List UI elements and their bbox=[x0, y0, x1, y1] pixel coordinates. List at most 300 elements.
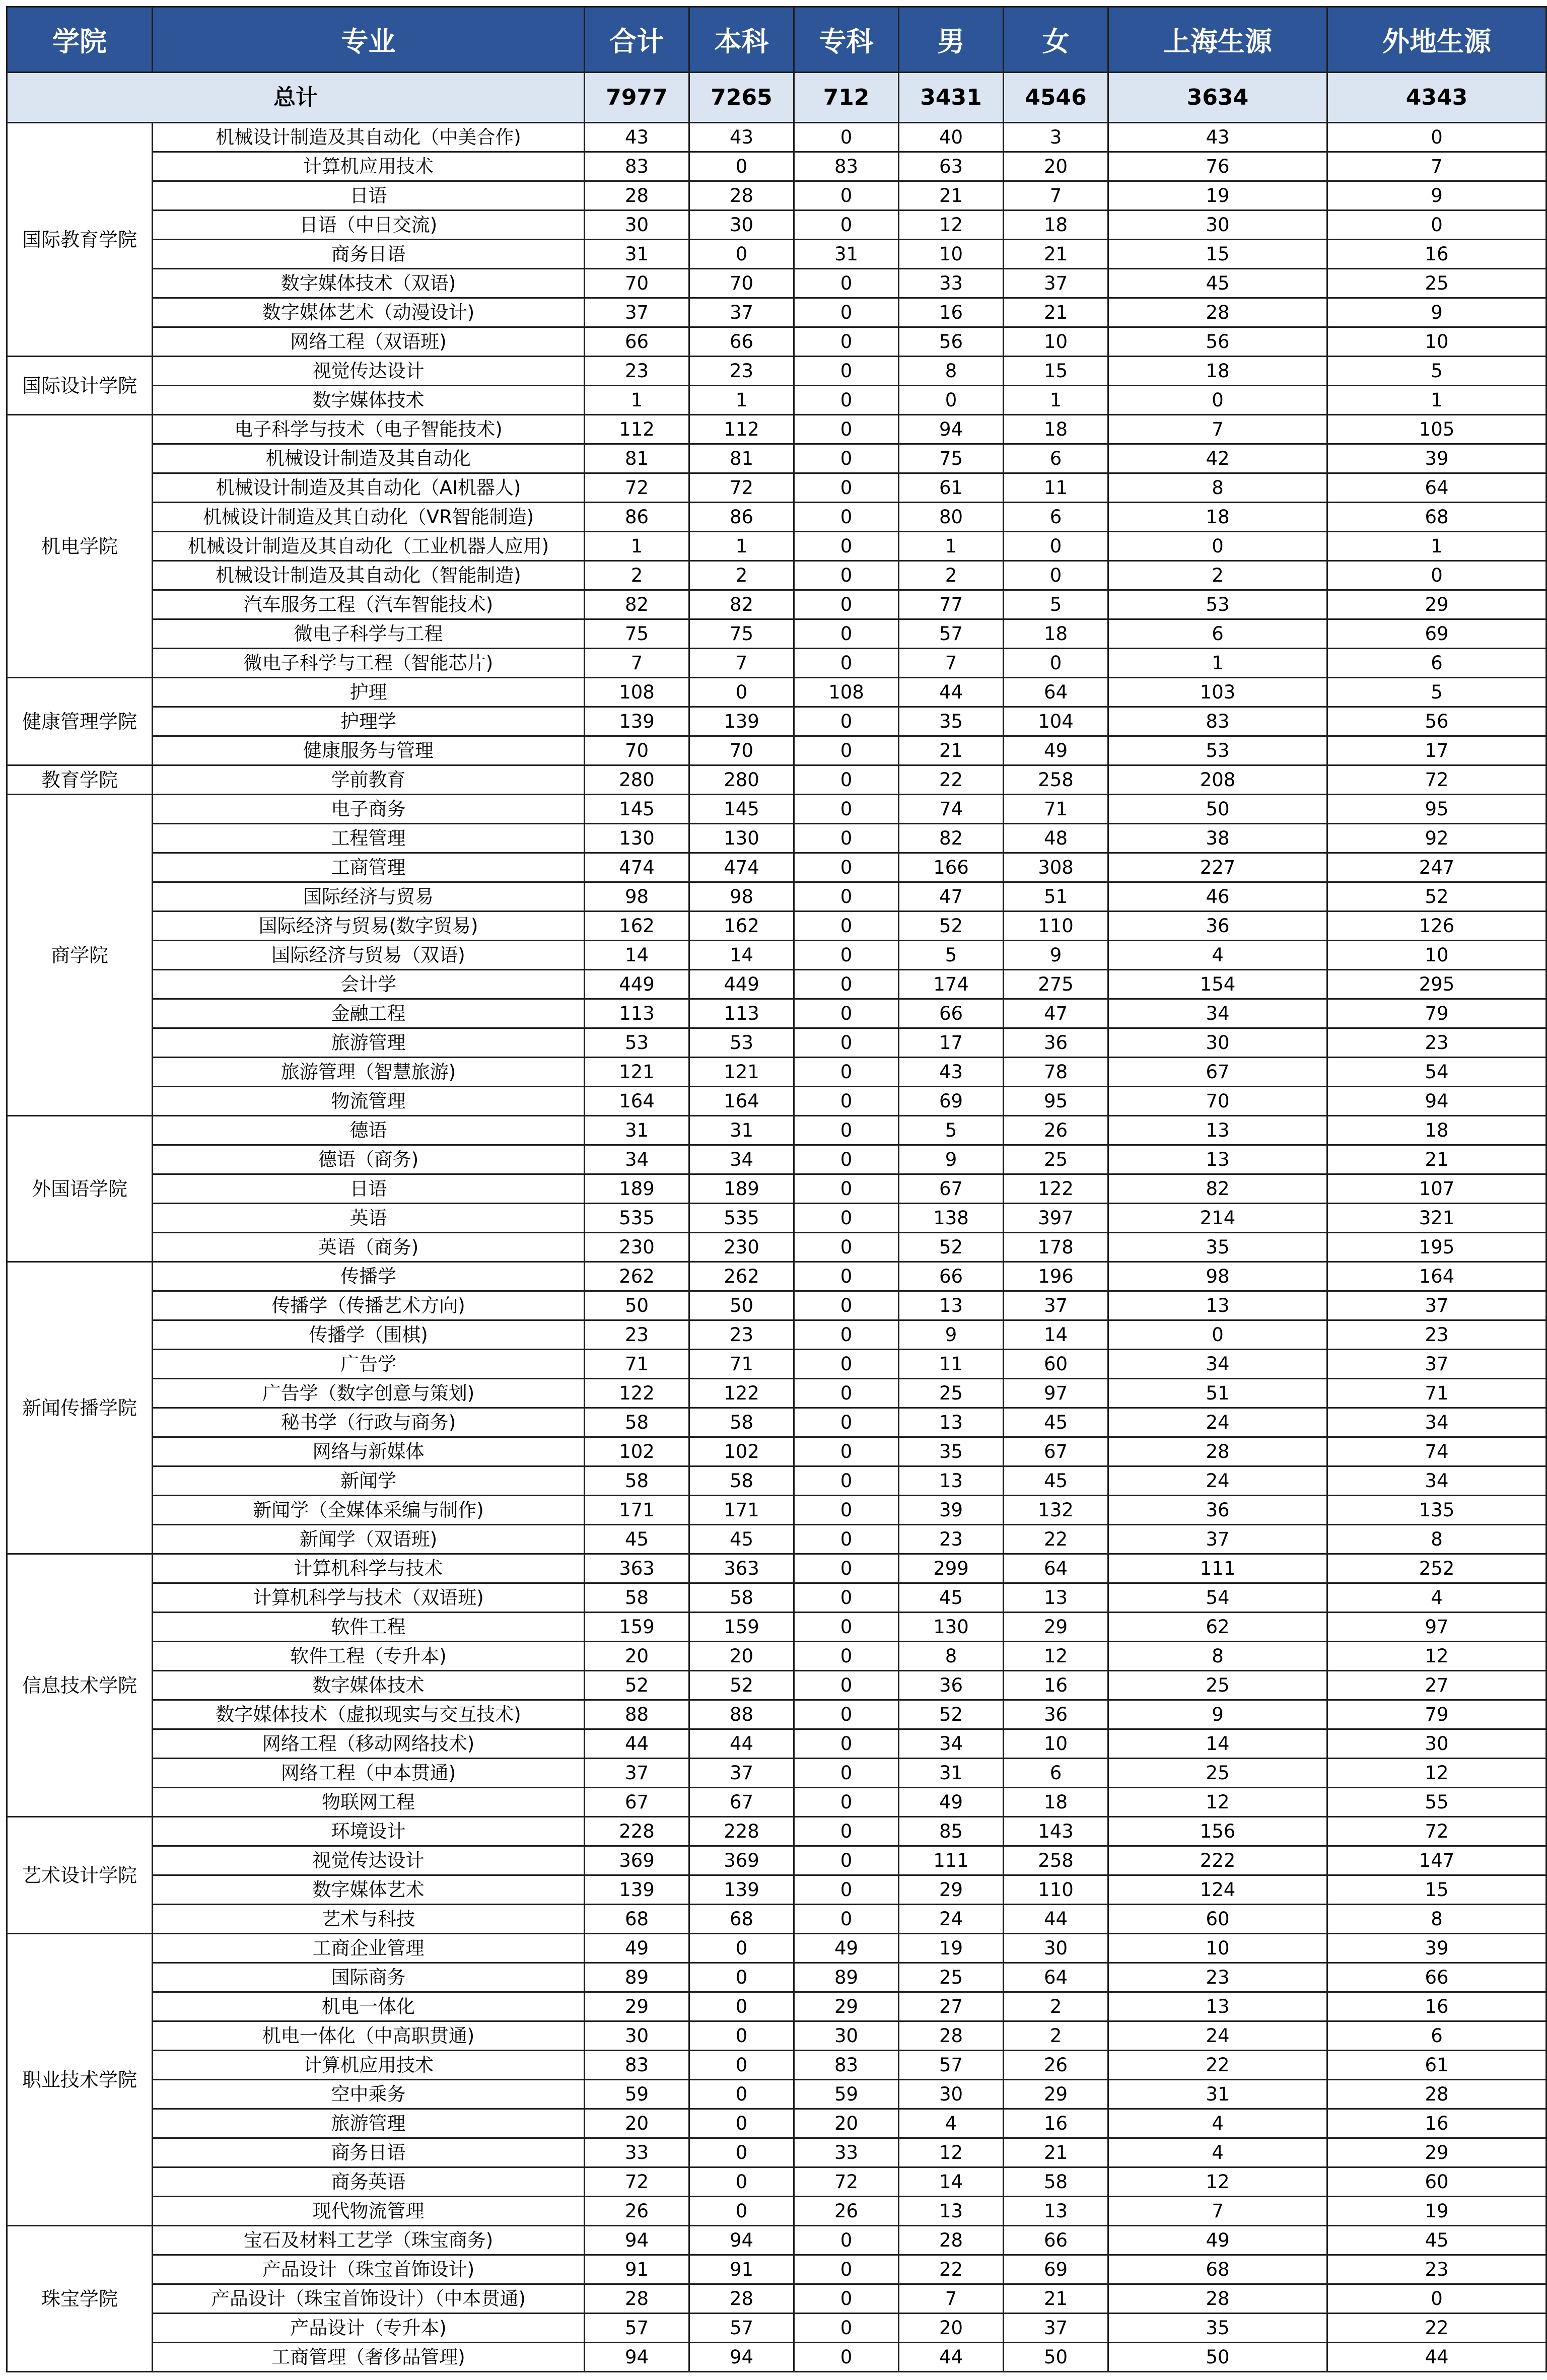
cell-female: 6 bbox=[1004, 503, 1108, 532]
cell-undergraduate: 57 bbox=[689, 2314, 794, 2343]
cell-total: 189 bbox=[585, 1174, 689, 1204]
cell-other-origin: 10 bbox=[1327, 327, 1546, 357]
college-name: 艺术设计学院 bbox=[7, 1817, 153, 1934]
cell-male: 57 bbox=[899, 619, 1004, 649]
table-row bbox=[7, 2051, 1546, 2080]
cell-shanghai-origin: 53 bbox=[1108, 736, 1327, 765]
cell-other-origin: 9 bbox=[1327, 181, 1546, 211]
cell-major: 汽车服务工程（汽车智能技术) bbox=[153, 590, 585, 619]
cell-other-origin: 23 bbox=[1327, 1028, 1546, 1058]
cell-junior-college: 0 bbox=[794, 765, 899, 795]
cell-junior-college: 0 bbox=[794, 1875, 899, 1905]
cell-male: 138 bbox=[899, 1204, 1004, 1233]
cell-other-origin: 8 bbox=[1327, 1905, 1546, 1934]
cell-female: 9 bbox=[1004, 941, 1108, 970]
table-row bbox=[7, 473, 1546, 503]
cell-junior-college: 0 bbox=[794, 1233, 899, 1262]
cell-total: 121 bbox=[585, 1058, 689, 1087]
cell-other-origin: 10 bbox=[1327, 941, 1546, 970]
cell-major: 日语 bbox=[153, 1174, 585, 1204]
cell-shanghai-origin: 31 bbox=[1108, 2080, 1327, 2109]
cell-other-origin: 135 bbox=[1327, 1496, 1546, 1525]
table-row bbox=[7, 2314, 1546, 2343]
table-row bbox=[7, 1379, 1546, 1408]
table-row bbox=[7, 532, 1546, 561]
cell-undergraduate: 37 bbox=[689, 298, 794, 327]
cell-male: 1 bbox=[899, 532, 1004, 561]
cell-total: 280 bbox=[585, 765, 689, 795]
cell-male: 82 bbox=[899, 824, 1004, 853]
cell-female: 18 bbox=[1004, 619, 1108, 649]
cell-major: 视觉传达设计 bbox=[153, 1846, 585, 1875]
cell-junior-college: 0 bbox=[794, 1379, 899, 1408]
cell-male: 25 bbox=[899, 1963, 1004, 1992]
cell-shanghai-origin: 60 bbox=[1108, 1905, 1327, 1934]
cell-shanghai-origin: 98 bbox=[1108, 1262, 1327, 1291]
table-row bbox=[7, 999, 1546, 1028]
header-other-origin: 外地生源 bbox=[1327, 7, 1546, 73]
table-row bbox=[7, 824, 1546, 853]
cell-junior-college: 0 bbox=[794, 503, 899, 532]
cell-male: 2 bbox=[899, 561, 1004, 590]
cell-other-origin: 55 bbox=[1327, 1788, 1546, 1817]
cell-undergraduate: 45 bbox=[689, 1525, 794, 1554]
cell-other-origin: 5 bbox=[1327, 678, 1546, 707]
cell-other-origin: 37 bbox=[1327, 1350, 1546, 1379]
cell-other-origin: 252 bbox=[1327, 1554, 1546, 1583]
table-row bbox=[7, 1759, 1546, 1788]
cell-male: 61 bbox=[899, 473, 1004, 503]
cell-male: 34 bbox=[899, 1729, 1004, 1759]
cell-major: 广告学 bbox=[153, 1350, 585, 1379]
cell-shanghai-origin: 76 bbox=[1108, 152, 1327, 181]
college-name: 珠宝学院 bbox=[7, 2226, 153, 2372]
cell-undergraduate: 86 bbox=[689, 503, 794, 532]
cell-total: 83 bbox=[585, 2051, 689, 2080]
cell-shanghai-origin: 24 bbox=[1108, 1408, 1327, 1437]
cell-other-origin: 9 bbox=[1327, 298, 1546, 327]
table-row bbox=[7, 1145, 1546, 1174]
table-row bbox=[7, 2167, 1546, 2197]
cell-other-origin: 69 bbox=[1327, 619, 1546, 649]
cell-junior-college: 0 bbox=[794, 1204, 899, 1233]
cell-female: 26 bbox=[1004, 2051, 1108, 2080]
cell-male: 4 bbox=[899, 2109, 1004, 2138]
table-row bbox=[7, 1291, 1546, 1320]
cell-shanghai-origin: 12 bbox=[1108, 2167, 1327, 2197]
cell-major: 环境设计 bbox=[153, 1817, 585, 1846]
table-row bbox=[7, 2109, 1546, 2138]
cell-undergraduate: 122 bbox=[689, 1379, 794, 1408]
cell-junior-college: 0 bbox=[794, 1817, 899, 1846]
cell-total: 26 bbox=[585, 2197, 689, 2226]
cell-male: 47 bbox=[899, 882, 1004, 912]
cell-male: 44 bbox=[899, 678, 1004, 707]
cell-other-origin: 72 bbox=[1327, 1817, 1546, 1846]
cell-shanghai-origin: 83 bbox=[1108, 707, 1327, 736]
cell-junior-college: 0 bbox=[794, 1613, 899, 1642]
enrollment-table-container bbox=[6, 6, 1547, 2372]
header-row bbox=[7, 7, 1546, 73]
cell-shanghai-origin: 19 bbox=[1108, 181, 1327, 211]
cell-female: 37 bbox=[1004, 2314, 1108, 2343]
cell-male: 13 bbox=[899, 1408, 1004, 1437]
total-label: 总计 bbox=[7, 73, 585, 123]
cell-shanghai-origin: 49 bbox=[1108, 2226, 1327, 2255]
table-row bbox=[7, 1613, 1546, 1642]
cell-shanghai-origin: 51 bbox=[1108, 1379, 1327, 1408]
cell-male: 35 bbox=[899, 707, 1004, 736]
cell-female: 258 bbox=[1004, 1846, 1108, 1875]
cell-major: 数字媒体技术 bbox=[153, 386, 585, 415]
table-row bbox=[7, 707, 1546, 736]
table-row bbox=[7, 1058, 1546, 1087]
cell-shanghai-origin: 14 bbox=[1108, 1729, 1327, 1759]
cell-junior-college: 0 bbox=[794, 1087, 899, 1116]
cell-other-origin: 34 bbox=[1327, 1466, 1546, 1496]
table-row bbox=[7, 2255, 1546, 2284]
cell-male: 14 bbox=[899, 2167, 1004, 2197]
table-row bbox=[7, 1174, 1546, 1204]
cell-male: 85 bbox=[899, 1817, 1004, 1846]
cell-total: 57 bbox=[585, 2314, 689, 2343]
table-row bbox=[7, 2284, 1546, 2314]
cell-major: 会计学 bbox=[153, 970, 585, 999]
table-row bbox=[7, 503, 1546, 532]
cell-shanghai-origin: 124 bbox=[1108, 1875, 1327, 1905]
cell-junior-college: 0 bbox=[794, 1729, 899, 1759]
cell-undergraduate: 228 bbox=[689, 1817, 794, 1846]
cell-junior-college: 0 bbox=[794, 912, 899, 941]
table-row bbox=[7, 853, 1546, 882]
cell-male: 69 bbox=[899, 1087, 1004, 1116]
cell-total: 58 bbox=[585, 1466, 689, 1496]
cell-female: 29 bbox=[1004, 1613, 1108, 1642]
cell-shanghai-origin: 46 bbox=[1108, 882, 1327, 912]
cell-undergraduate: 0 bbox=[689, 1992, 794, 2021]
table-row bbox=[7, 619, 1546, 649]
cell-total: 33 bbox=[585, 2138, 689, 2167]
cell-male: 31 bbox=[899, 1759, 1004, 1788]
table-row bbox=[7, 1963, 1546, 1992]
header-junior-college: 专科 bbox=[794, 7, 899, 73]
cell-total: 2 bbox=[585, 561, 689, 590]
cell-total: 71 bbox=[585, 1350, 689, 1379]
cell-junior-college: 0 bbox=[794, 2314, 899, 2343]
cell-major: 机械设计制造及其自动化（VR智能制造) bbox=[153, 503, 585, 532]
cell-junior-college: 49 bbox=[794, 1934, 899, 1963]
cell-total: 34 bbox=[585, 1145, 689, 1174]
cell-male: 174 bbox=[899, 970, 1004, 999]
cell-female: 13 bbox=[1004, 1583, 1108, 1613]
cell-female: 30 bbox=[1004, 1934, 1108, 1963]
cell-junior-college: 0 bbox=[794, 415, 899, 444]
cell-junior-college: 0 bbox=[794, 1554, 899, 1583]
cell-junior-college: 20 bbox=[794, 2109, 899, 2138]
cell-female: 97 bbox=[1004, 1379, 1108, 1408]
cell-junior-college: 0 bbox=[794, 882, 899, 912]
cell-undergraduate: 70 bbox=[689, 269, 794, 298]
cell-junior-college: 0 bbox=[794, 386, 899, 415]
cell-junior-college: 0 bbox=[794, 181, 899, 211]
cell-major: 微电子科学与工程 bbox=[153, 619, 585, 649]
cell-male: 56 bbox=[899, 327, 1004, 357]
total-shanghai-origin: 3634 bbox=[1108, 73, 1327, 123]
cell-junior-college: 0 bbox=[794, 1466, 899, 1496]
cell-total: 20 bbox=[585, 2109, 689, 2138]
cell-total: 228 bbox=[585, 1817, 689, 1846]
cell-major: 物流管理 bbox=[153, 1087, 585, 1116]
cell-other-origin: 23 bbox=[1327, 2255, 1546, 2284]
table-row bbox=[7, 912, 1546, 941]
cell-major: 传播学（传播艺术方向) bbox=[153, 1291, 585, 1320]
cell-junior-college: 83 bbox=[794, 2051, 899, 2080]
cell-other-origin: 321 bbox=[1327, 1204, 1546, 1233]
header-undergraduate: 本科 bbox=[689, 7, 794, 73]
cell-male: 35 bbox=[899, 1437, 1004, 1466]
table-row bbox=[7, 327, 1546, 357]
cell-junior-college: 33 bbox=[794, 2138, 899, 2167]
cell-junior-college: 0 bbox=[794, 1116, 899, 1145]
cell-total: 139 bbox=[585, 1875, 689, 1905]
cell-female: 37 bbox=[1004, 1291, 1108, 1320]
table-row bbox=[7, 590, 1546, 619]
cell-female: 67 bbox=[1004, 1437, 1108, 1466]
cell-shanghai-origin: 4 bbox=[1108, 941, 1327, 970]
cell-major: 日语 bbox=[153, 181, 585, 211]
cell-total: 72 bbox=[585, 2167, 689, 2197]
cell-undergraduate: 145 bbox=[689, 795, 794, 824]
table-row bbox=[7, 181, 1546, 211]
cell-total: 23 bbox=[585, 357, 689, 386]
cell-other-origin: 7 bbox=[1327, 152, 1546, 181]
cell-other-origin: 79 bbox=[1327, 999, 1546, 1028]
cell-junior-college: 0 bbox=[794, 1291, 899, 1320]
college-name: 健康管理学院 bbox=[7, 678, 153, 765]
cell-undergraduate: 164 bbox=[689, 1087, 794, 1116]
cell-other-origin: 247 bbox=[1327, 853, 1546, 882]
cell-junior-college: 0 bbox=[794, 211, 899, 240]
cell-undergraduate: 130 bbox=[689, 824, 794, 853]
cell-junior-college: 0 bbox=[794, 941, 899, 970]
table-row bbox=[7, 2080, 1546, 2109]
cell-male: 24 bbox=[899, 1905, 1004, 1934]
cell-major: 日语（中日交流) bbox=[153, 211, 585, 240]
cell-undergraduate: 171 bbox=[689, 1496, 794, 1525]
cell-other-origin: 30 bbox=[1327, 1729, 1546, 1759]
cell-major: 产品设计（珠宝首饰设计）（中本贯通) bbox=[153, 2284, 585, 2314]
cell-male: 52 bbox=[899, 1700, 1004, 1729]
cell-shanghai-origin: 0 bbox=[1108, 1320, 1327, 1350]
cell-undergraduate: 43 bbox=[689, 123, 794, 152]
cell-male: 63 bbox=[899, 152, 1004, 181]
cell-other-origin: 6 bbox=[1327, 2021, 1546, 2051]
cell-female: 18 bbox=[1004, 415, 1108, 444]
cell-other-origin: 0 bbox=[1327, 211, 1546, 240]
cell-total: 230 bbox=[585, 1233, 689, 1262]
cell-total: 474 bbox=[585, 853, 689, 882]
cell-shanghai-origin: 34 bbox=[1108, 999, 1327, 1028]
cell-major: 传播学（围棋) bbox=[153, 1320, 585, 1350]
cell-total: 70 bbox=[585, 736, 689, 765]
cell-undergraduate: 0 bbox=[689, 1963, 794, 1992]
cell-shanghai-origin: 103 bbox=[1108, 678, 1327, 707]
cell-male: 40 bbox=[899, 123, 1004, 152]
cell-male: 20 bbox=[899, 2314, 1004, 2343]
cell-undergraduate: 535 bbox=[689, 1204, 794, 1233]
total-female: 4546 bbox=[1004, 73, 1108, 123]
cell-total: 98 bbox=[585, 882, 689, 912]
cell-male: 52 bbox=[899, 1233, 1004, 1262]
cell-junior-college: 0 bbox=[794, 1642, 899, 1671]
cell-shanghai-origin: 23 bbox=[1108, 1963, 1327, 1992]
cell-shanghai-origin: 18 bbox=[1108, 503, 1327, 532]
cell-male: 28 bbox=[899, 2226, 1004, 2255]
cell-shanghai-origin: 67 bbox=[1108, 1058, 1327, 1087]
cell-junior-college: 0 bbox=[794, 795, 899, 824]
cell-major: 机械设计制造及其自动化（中美合作) bbox=[153, 123, 585, 152]
cell-other-origin: 39 bbox=[1327, 444, 1546, 473]
cell-other-origin: 105 bbox=[1327, 415, 1546, 444]
cell-junior-college: 108 bbox=[794, 678, 899, 707]
cell-junior-college: 0 bbox=[794, 473, 899, 503]
cell-shanghai-origin: 25 bbox=[1108, 1671, 1327, 1700]
table-row bbox=[7, 1846, 1546, 1875]
cell-major: 机电一体化 bbox=[153, 1992, 585, 2021]
table-row bbox=[7, 1028, 1546, 1058]
cell-major: 金融工程 bbox=[153, 999, 585, 1028]
cell-total: 94 bbox=[585, 2226, 689, 2255]
college-name: 教育学院 bbox=[7, 765, 153, 795]
cell-female: 64 bbox=[1004, 678, 1108, 707]
cell-other-origin: 56 bbox=[1327, 707, 1546, 736]
cell-shanghai-origin: 24 bbox=[1108, 2021, 1327, 2051]
cell-male: 111 bbox=[899, 1846, 1004, 1875]
cell-total: 102 bbox=[585, 1437, 689, 1466]
cell-major: 网络工程（移动网络技术) bbox=[153, 1729, 585, 1759]
cell-male: 25 bbox=[899, 1379, 1004, 1408]
cell-total: 1 bbox=[585, 532, 689, 561]
header-total: 合计 bbox=[585, 7, 689, 73]
cell-other-origin: 64 bbox=[1327, 473, 1546, 503]
cell-total: 363 bbox=[585, 1554, 689, 1583]
cell-major: 新闻学（全媒体采编与制作) bbox=[153, 1496, 585, 1525]
cell-other-origin: 45 bbox=[1327, 2226, 1546, 2255]
cell-total: 43 bbox=[585, 123, 689, 152]
cell-total: 108 bbox=[585, 678, 689, 707]
cell-shanghai-origin: 38 bbox=[1108, 824, 1327, 853]
cell-major: 电子科学与技术（电子智能技术) bbox=[153, 415, 585, 444]
cell-major: 计算机应用技术 bbox=[153, 152, 585, 181]
cell-total: 535 bbox=[585, 1204, 689, 1233]
cell-major: 艺术与科技 bbox=[153, 1905, 585, 1934]
cell-total: 49 bbox=[585, 1934, 689, 1963]
cell-shanghai-origin: 0 bbox=[1108, 386, 1327, 415]
cell-other-origin: 21 bbox=[1327, 1145, 1546, 1174]
cell-major: 护理学 bbox=[153, 707, 585, 736]
cell-female: 16 bbox=[1004, 2109, 1108, 2138]
cell-junior-college: 72 bbox=[794, 2167, 899, 2197]
cell-junior-college: 0 bbox=[794, 619, 899, 649]
cell-total: 81 bbox=[585, 444, 689, 473]
cell-male: 28 bbox=[899, 2021, 1004, 2051]
cell-male: 7 bbox=[899, 2284, 1004, 2314]
cell-undergraduate: 34 bbox=[689, 1145, 794, 1174]
cell-undergraduate: 230 bbox=[689, 1233, 794, 1262]
cell-total: 58 bbox=[585, 1408, 689, 1437]
cell-male: 67 bbox=[899, 1174, 1004, 1204]
cell-male: 94 bbox=[899, 415, 1004, 444]
cell-major: 商务日语 bbox=[153, 240, 585, 269]
cell-female: 1 bbox=[1004, 386, 1108, 415]
cell-shanghai-origin: 28 bbox=[1108, 2284, 1327, 2314]
table-row bbox=[7, 561, 1546, 590]
cell-total: 53 bbox=[585, 1028, 689, 1058]
cell-total: 94 bbox=[585, 2343, 689, 2372]
cell-male: 66 bbox=[899, 1262, 1004, 1291]
cell-other-origin: 54 bbox=[1327, 1058, 1546, 1087]
total-undergraduate: 7265 bbox=[689, 73, 794, 123]
cell-junior-college: 0 bbox=[794, 707, 899, 736]
cell-female: 37 bbox=[1004, 269, 1108, 298]
cell-junior-college: 0 bbox=[794, 1759, 899, 1788]
cell-male: 45 bbox=[899, 1583, 1004, 1613]
cell-shanghai-origin: 9 bbox=[1108, 1700, 1327, 1729]
table-row bbox=[7, 2226, 1546, 2255]
cell-undergraduate: 53 bbox=[689, 1028, 794, 1058]
cell-shanghai-origin: 50 bbox=[1108, 2343, 1327, 2372]
cell-undergraduate: 37 bbox=[689, 1759, 794, 1788]
table-row bbox=[7, 678, 1546, 707]
cell-undergraduate: 139 bbox=[689, 707, 794, 736]
cell-female: 25 bbox=[1004, 1145, 1108, 1174]
cell-female: 95 bbox=[1004, 1087, 1108, 1116]
cell-female: 45 bbox=[1004, 1408, 1108, 1437]
cell-female: 2 bbox=[1004, 2021, 1108, 2051]
cell-male: 0 bbox=[899, 386, 1004, 415]
cell-major: 旅游管理 bbox=[153, 1028, 585, 1058]
cell-other-origin: 29 bbox=[1327, 2138, 1546, 2167]
cell-other-origin: 12 bbox=[1327, 1642, 1546, 1671]
table-row bbox=[7, 152, 1546, 181]
cell-shanghai-origin: 28 bbox=[1108, 1437, 1327, 1466]
cell-male: 8 bbox=[899, 1642, 1004, 1671]
header-major: 专业 bbox=[153, 7, 585, 73]
cell-total: 37 bbox=[585, 1759, 689, 1788]
cell-undergraduate: 14 bbox=[689, 941, 794, 970]
total-junior-college: 712 bbox=[794, 73, 899, 123]
cell-major: 产品设计（专升本) bbox=[153, 2314, 585, 2343]
cell-female: 258 bbox=[1004, 765, 1108, 795]
cell-total: 83 bbox=[585, 152, 689, 181]
cell-male: 17 bbox=[899, 1028, 1004, 1058]
cell-major: 国际商务 bbox=[153, 1963, 585, 1992]
cell-total: 30 bbox=[585, 211, 689, 240]
cell-undergraduate: 112 bbox=[689, 415, 794, 444]
cell-undergraduate: 0 bbox=[689, 2080, 794, 2109]
cell-major: 英语 bbox=[153, 1204, 585, 1233]
cell-other-origin: 0 bbox=[1327, 2284, 1546, 2314]
cell-undergraduate: 262 bbox=[689, 1262, 794, 1291]
cell-major: 英语（商务) bbox=[153, 1233, 585, 1262]
cell-total: 29 bbox=[585, 1992, 689, 2021]
cell-female: 15 bbox=[1004, 357, 1108, 386]
cell-female: 22 bbox=[1004, 1525, 1108, 1554]
cell-total: 31 bbox=[585, 240, 689, 269]
cell-shanghai-origin: 28 bbox=[1108, 298, 1327, 327]
cell-junior-college: 0 bbox=[794, 561, 899, 590]
header-college: 学院 bbox=[7, 7, 153, 73]
